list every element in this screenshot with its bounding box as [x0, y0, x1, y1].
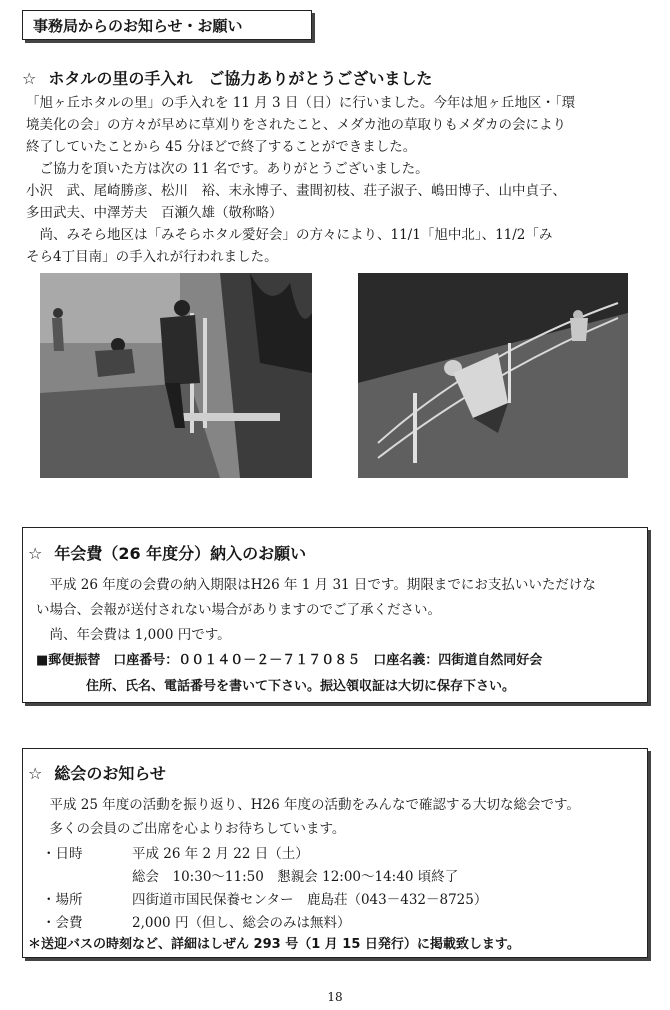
detail-label: ・会費	[42, 915, 83, 931]
detail-row	[42, 866, 487, 889]
detail-value: 四街道市国民保養センター 鹿島荘（043－432－8725）	[132, 892, 488, 908]
detail-value: 総会 10:30～11:50 懇親会 12:00～14:40 頃終了	[132, 869, 459, 885]
detail-value: 平成 26 年 2 月 22 日（土）	[132, 846, 309, 862]
text-line: 多くの会員のご出席を心よりお待ちしています。	[36, 821, 346, 837]
photo-weeding-2	[358, 273, 628, 478]
text-line: 終了していたことから 45 分ほどで終了することができました。	[26, 139, 417, 155]
postal-transfer-instruction: 住所、氏名、電話番号を書いて下さい。振込領収証は大切に保存下さい。	[86, 679, 516, 694]
meeting-details	[42, 843, 487, 935]
text-line: い場合、会報が送付されない場合がありますのでご了承ください。	[36, 602, 441, 618]
detail-row	[42, 889, 487, 912]
text-line: 平成 26 年度の会費の納入期限はH26 年 1 月 31 日です。期限までにお支払いいただけな	[36, 577, 596, 593]
detail-value: 2,000 円（但し、総会のみは無料）	[132, 915, 351, 931]
meeting-title-text: 総会のお知らせ	[54, 764, 166, 783]
star-icon: ☆	[22, 69, 37, 88]
text-line: そら4丁目南」の手入れが行われました。	[26, 249, 278, 265]
detail-row	[42, 843, 487, 866]
detail-label: ・場所	[42, 892, 83, 908]
photo-weeding-1	[40, 273, 312, 478]
notice-header: 事務局からのお知らせ・お願い	[22, 10, 312, 40]
postal-transfer-info: ■郵便振替 口座番号：００１４０－２－７１７０８５ 口座名義：四街道自然同好会	[36, 653, 543, 668]
text-line: 尚、みそら地区は「みそらホタル愛好会」の方々により、11/1「旭中北」、11/2「み	[26, 227, 553, 243]
text-line: 多田武夫、中澤芳夫 百瀬久雄（敬称略）	[26, 205, 283, 221]
meeting-section-title	[28, 761, 166, 784]
text-line: ご協力を頂いた方は次の 11 名です。ありがとうございました。	[26, 161, 429, 177]
fee-body	[36, 574, 596, 649]
firefly-title-text: ホタルの里の手入れ ご協力ありがとうございました	[48, 69, 433, 88]
text-line: 「旭ヶ丘ホタルの里」の手入れを 11 月 3 日（日）に行いました。今年は旭ヶ丘地区・「環	[26, 95, 576, 111]
text-line: 尚、年会費は 1,000 円です。	[36, 627, 231, 643]
star-icon: ☆	[28, 544, 43, 563]
shuttle-bus-note: ＊送迎バスの時刻など、詳細はしぜん 293 号（1 月 15 日発行）に掲載致します。	[28, 937, 520, 952]
text-line: 境美化の会」の方々が早めに草刈りをされたこと、メダカ池の草取りもメダカの会により	[26, 117, 566, 133]
firefly-body	[26, 92, 575, 268]
text-line: 小沢 武、尾崎勝彦、松川 裕、末永博子、畫間初枝、荘子淑子、嶋田博子、山中貞子、	[26, 183, 566, 199]
meeting-body	[36, 794, 580, 842]
firefly-section-title	[22, 66, 432, 89]
star-icon: ☆	[28, 764, 43, 783]
fee-section-title	[28, 541, 306, 564]
text-line: 平成 25 年度の活動を振り返り、H26 年度の活動をみんなで確認する大切な総会です。	[36, 797, 580, 813]
detail-label: ・日時	[42, 846, 83, 862]
detail-row	[42, 912, 487, 935]
page-number: 18	[327, 990, 343, 1004]
fee-title-text: 年会費（26 年度分）納入のお願い	[54, 544, 307, 563]
